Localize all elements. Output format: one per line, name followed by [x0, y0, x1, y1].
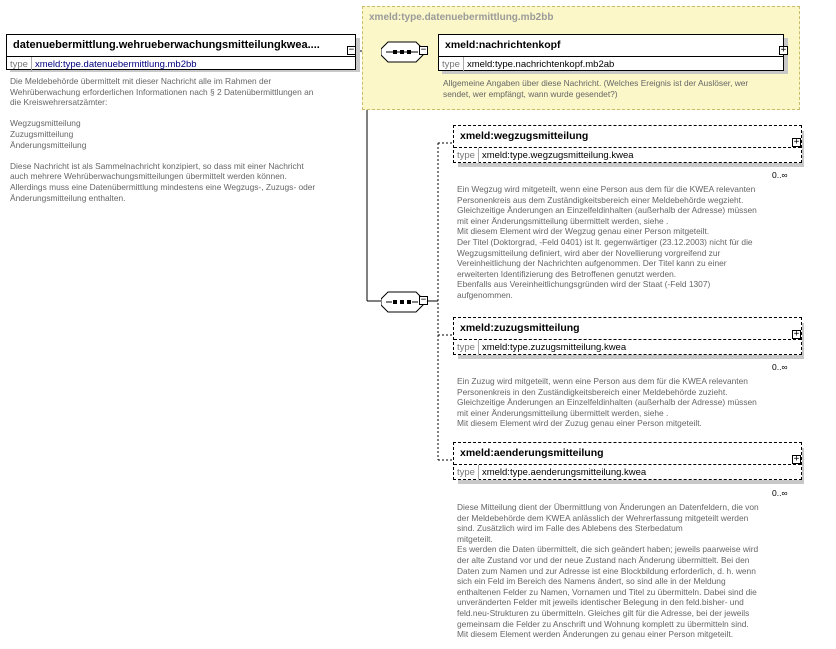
root-documentation: Die Meldebehörde übermittelt mit dieser Nachricht alle im Rahmen der Wehrüberwachung erforderlichen Informationen nach § 2 Datenübermittlungen an die Kreiswehrersatzämter: Wegzugsmitteilung Zuzugsmitteilung Änderungsmitteilung Diese Nachricht ist als Sammelnachricht konzipiert, so dass mit einer Nachricht auch mehrere Wehrüberwachungsmitteilungen übermittelt werden können. Allerdings muss eine Datenübermittlung mindestens eine Wegzugs-, Zuzugs- oder Änderungsmitteilung enthalten.: [10, 76, 316, 203]
zuzugsmitteilung-expand-icon[interactable]: +: [793, 329, 800, 339]
aenderungsmitteilung-cardinality: 0..∞: [772, 488, 788, 498]
root-element-name: datenuebermittlung.wehrueberwachungsmitteilungkwea....: [7, 35, 355, 57]
nachrichtenkopf-element-box[interactable]: [438, 34, 784, 71]
wegzugsmitteilung-cardinality: 0..∞: [772, 170, 788, 180]
aenderungsmitteilung-element-box[interactable]: [453, 442, 802, 480]
wegzugsmitteilung-type-label: type: [454, 148, 479, 163]
nachrichtenkopf-type-value: xmeld:type.nachrichtenkopf.mb2ab: [466, 59, 615, 70]
aenderungsmitteilung-type-label: type: [454, 465, 479, 480]
wegzugsmitteilung-element-box[interactable]: [453, 125, 802, 163]
zuzugsmitteilung-cardinality: 0..∞: [772, 362, 788, 372]
zuzugsmitteilung-documentation: Ein Zuzug wird mitgeteilt, wenn eine Person aus dem für die KWEA relevanten Personenkreis in den Zuständigkeitsbereich einer Meldebehörde zuzieht. Gleichzeitige Änderungen an Einzelfeldinhalten (außerhalb der Adresse) müssen mit einer Änderungsmitteilung übermittelt werden, siehe . Mit diesem Element wird der Zuzug genau einer Person mitgeteilt.: [457, 376, 757, 429]
wegzugsmitteilung-type-value: xmeld:type.wegzugsmitteilung.kwea: [481, 150, 634, 161]
aenderungsmitteilung-documentation: Diese Mitteilung dient der Übermittlung von Änderungen an Datenfeldern, die von der Meldebehörde dem KWEA anlässlich der Wehrerfassung mitgeteilt werden sind. Zusätzlich wird im Falle des Ablebens des Sterbedatum mitgeteilt. Es werden die Daten übermittelt, die sich geändert haben; jeweils paarweise wird der alte Zustand vor und der neue Zustand nach Änderung übermittelt. Bei den Daten zum Namen und zur Adresse ist eine Blockbildung erforderlich, d. h. wenn sich ein Feld im Bereich des Namens ändert, so sind alle in der Meldung enthaltenen Felder zu Namen, Vornamen und Titel zu übermitteln. Dabei sind die unveränderten Felder mit jeweils identischer Belegung in den feld.bisher- und feld.neu-Strukturen zu übermitteln. Gleiches gilt für die Adresse, bei der jeweils gemeinsam die Felder zu Anschrift und Wohnung komplett zu übermitteln sind. Mit diesem Element werden Änderungen zu genau einer Person mitgeteilt.: [457, 502, 759, 640]
nachrichtenkopf-type-label: type: [439, 57, 464, 72]
aenderungsmitteilung-expand-icon[interactable]: +: [793, 454, 800, 464]
type-group-label: xmeld:type.datenuebermittlung.mb2bb: [369, 12, 554, 23]
root-element-box[interactable]: [6, 34, 356, 70]
zuzugsmitteilung-element-box[interactable]: [453, 317, 802, 355]
root-type-row: [7, 57, 355, 72]
nachrichtenkopf-type-row: [439, 57, 783, 72]
root-type-label: type: [7, 57, 32, 72]
root-type-value: xmeld:type.datenuebermittlung.mb2bb: [34, 59, 197, 70]
sequence-collapse-icon[interactable]: −: [420, 45, 427, 55]
wegzugsmitteilung-type-row: [454, 148, 801, 163]
zuzugsmitteilung-element-name: xmeld:zuzugsmitteilung: [454, 318, 801, 340]
wegzugsmitteilung-element-name: xmeld:wegzugsmitteilung: [454, 126, 801, 148]
zuzugsmitteilung-type-label: type: [454, 340, 479, 355]
nachrichtenkopf-expand-icon[interactable]: +: [780, 45, 787, 55]
wegzugsmitteilung-expand-icon[interactable]: +: [793, 137, 800, 147]
aenderungsmitteilung-type-value: xmeld:type.aenderungsmitteilung.kwea: [481, 467, 647, 478]
aenderungsmitteilung-type-row: [454, 465, 801, 480]
choice-collapse-icon[interactable]: −: [420, 295, 427, 305]
wegzugsmitteilung-documentation: Ein Wegzug wird mitgeteilt, wenn eine Person aus dem für die KWEA relevanten Personenkreis aus dem Zuständigkeitsbereich einer Meldebehörde wegzieht. Gleichzeitige Änderungen an Einzelfeldinhalten (außerhalb der Adresse) müssen mit einer Änderungsmitteilung übermittelt werden, siehe . Mit diesem Element wird der Wegzug genau einer Person mitgeteilt. Der Titel (Doktorgrad, -Feld 0401) ist lt. gegenwärtiger (23.12.2003) nicht für die Wegzugsmitteilung definiert, wird aber der Novellierung vorgreifend zur Vereinheitlichung der Nachrichten aufgenommen. Der Titel kann zu einer erweiterten Identifizierung des Betroffenen genutzt werden. Ebenfalls aus Vereinheitlichungsgründen wird der Staat (-Feld 1307) aufgenommen.: [457, 184, 757, 300]
nachrichtenkopf-element-name: xmeld:nachrichtenkopf: [439, 35, 783, 57]
zuzugsmitteilung-type-value: xmeld:type.zuzugsmitteilung.kwea: [481, 342, 627, 353]
root-collapse-icon[interactable]: −: [348, 45, 355, 55]
zuzugsmitteilung-type-row: [454, 340, 801, 355]
nachrichtenkopf-documentation: Allgemeine Angaben über diese Nachricht. (Welches Ereignis ist der Auslöser, wer sendet, wer empfängt, wann wurde gesendet?): [443, 78, 749, 99]
aenderungsmitteilung-element-name: xmeld:aenderungsmitteilung: [454, 443, 801, 465]
